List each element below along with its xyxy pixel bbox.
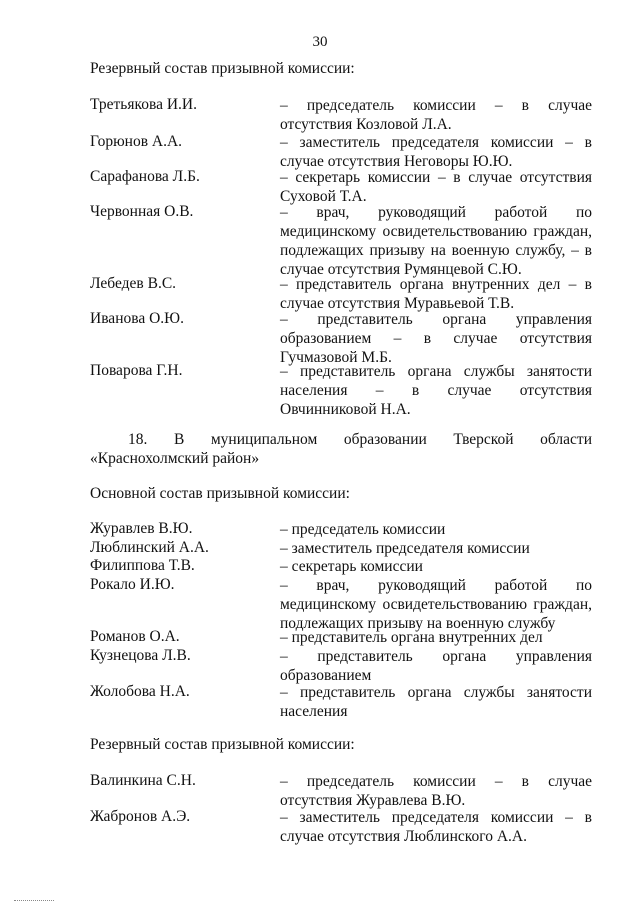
member-role: – представитель органа управления образованием	[280, 648, 592, 684]
section-heading: Резервный состав призывной комиссии:	[90, 60, 355, 77]
member-name: Третьякова И.И.	[90, 96, 197, 113]
member-role: – представитель органа службы занятости населения – в случае отсутствия Овчинниковой Н.А.	[280, 363, 592, 418]
member-name: Жабронов А.Э.	[90, 808, 191, 825]
member-role: – заместитель председателя комиссии – в случае отсутствия Люблинского А.А.	[280, 809, 592, 845]
member-role: – секретарь комиссии – в случае отсутствия Суховой Т.А.	[280, 169, 592, 205]
member-role: – представитель органа управления образованием – в случае отсутствия Гучмазовой М.Б.	[280, 311, 592, 366]
member-name: Филиппова Т.В.	[90, 557, 195, 574]
member-role: – заместитель председателя комиссии	[280, 540, 530, 557]
member-role: – председатель комиссии – в случае отсутствия Козловой Л.А.	[280, 97, 592, 133]
member-role: – заместитель председателя комиссии – в случае отсутствия Неговоры Ю.Ю.	[280, 134, 592, 170]
member-name: Валинкина С.Н.	[90, 772, 196, 789]
member-role: – врач, руководящий работой по медицинскому освидетельствованию граждан, подлежащих призыву на военную службу, – в случае отсутствия Румянцевой С.Ю.	[280, 204, 592, 278]
page-number: 30	[312, 34, 328, 50]
member-name: Журавлев В.Ю.	[90, 520, 193, 537]
member-name: Иванова О.Ю.	[90, 310, 184, 327]
member-name: Червонная О.В.	[90, 203, 194, 220]
member-name: Сарафанова Л.Б.	[90, 168, 200, 185]
member-role: – председатель комиссии – в случае отсутствия Журавлева В.Ю.	[280, 773, 592, 809]
member-role: – секретарь комиссии	[280, 558, 423, 575]
member-name: Рокало И.Ю.	[90, 576, 175, 593]
member-role: – представитель органа внутренних дел	[280, 629, 543, 646]
member-name: Горюнов А.А.	[90, 133, 183, 150]
member-name: Лебедев В.С.	[90, 275, 177, 292]
member-role: – врач, руководящий работой по медицинскому освидетельствованию граждан, подлежащих призыву на военную службу	[280, 577, 592, 632]
section-heading: Основной состав призывной комиссии:	[90, 485, 350, 502]
item-18-district: «Краснохолмский район»	[90, 450, 260, 467]
member-role: – председатель комиссии	[280, 521, 446, 538]
section-heading: Резервный состав призывной комиссии:	[90, 736, 355, 753]
member-name: Поварова Г.Н.	[90, 362, 183, 379]
item-18-line: 18. В муниципальном образовании Тверской области	[128, 431, 592, 448]
member-name: Жолобова Н.А.	[90, 683, 190, 700]
member-role: – представитель органа внутренних дел – в случае отсутствия Муравьевой Т.В.	[280, 276, 592, 312]
member-role: – представитель органа службы занятости населения	[280, 684, 592, 720]
member-name: Кузнецова Л.В.	[90, 647, 191, 664]
member-name: Романов О.А.	[90, 628, 180, 645]
scan-edge-mark	[14, 900, 54, 903]
member-name: Люблинский А.А.	[90, 539, 209, 556]
